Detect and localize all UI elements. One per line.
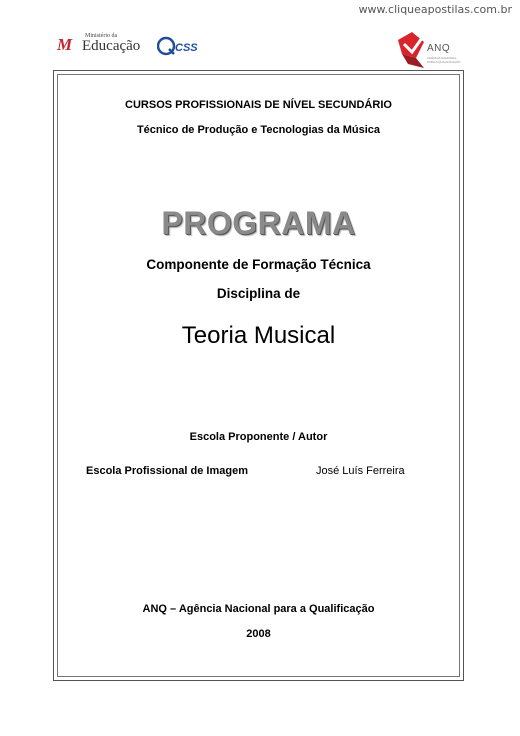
- educacao-text: Educação: [82, 38, 141, 54]
- school-name: Escola Profissional de Imagem: [86, 465, 249, 477]
- courses-heading: CURSOS PROFISSIONAIS DE NÍVEL SECUNDÁRIO: [125, 99, 392, 111]
- component-subtitle: Componente de Formação Técnica: [146, 257, 371, 272]
- discipline-label: Disciplina de: [216, 286, 301, 301]
- svg-text:CSS: CSS: [175, 42, 198, 54]
- ministerio-educacao-logo: [57, 33, 149, 55]
- agency-name: ANQ – Agência Nacional para a Qualificação: [142, 603, 375, 615]
- qcss-logo: [157, 36, 201, 56]
- anq-logo: [394, 30, 464, 72]
- course-title: Técnico de Produção e Tecnologias da Música: [136, 124, 381, 136]
- programa-title: PROGRAMA: [161, 205, 356, 241]
- anq-logo-subtext: AGÊNCIA NACIONAL PARA A QUALIFICAÇÃO: [427, 56, 461, 64]
- qcss-logo-icon: [157, 36, 201, 56]
- publication-year: 2008: [246, 628, 271, 640]
- me-mark-icon: M: [57, 35, 71, 54]
- anq-logo-text: ANQ: [427, 43, 451, 54]
- anq-emblem-icon: [394, 30, 428, 70]
- cover-frame-inner: [57, 74, 460, 677]
- website-watermark: www.cliqueapostilas.com.br: [358, 3, 512, 16]
- discipline-name: Teoria Musical: [181, 322, 336, 349]
- author-name: José Luís Ferreira: [316, 465, 405, 477]
- ministerio-small-text: Ministério da: [85, 33, 118, 39]
- school-author-label: Escola Proponente / Autor: [189, 431, 328, 443]
